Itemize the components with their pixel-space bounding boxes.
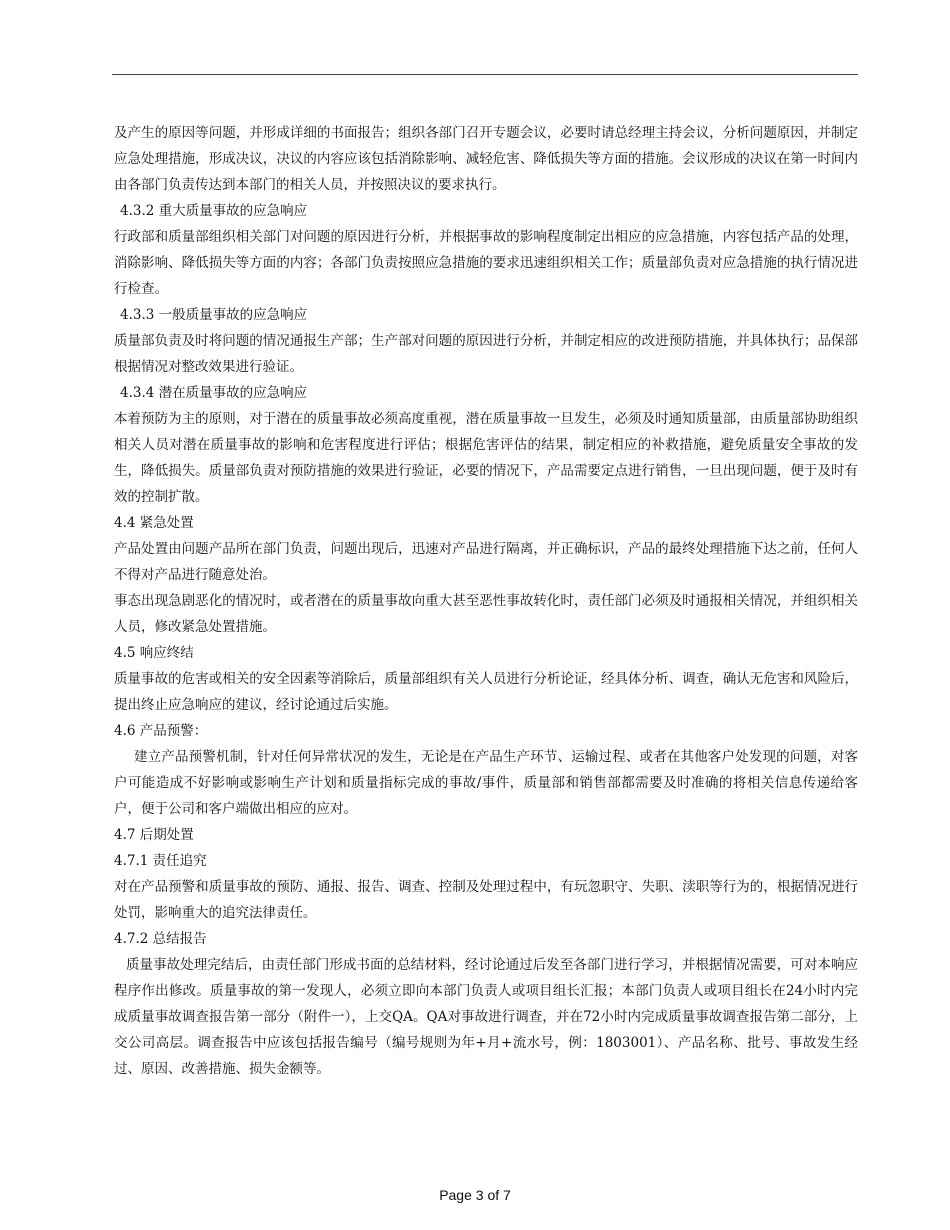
body-paragraph: 质量部负责及时将问题的情况通报生产部；生产部对问题的原因进行分析，并制定相应的改进预防措施，并具体执行；品保部根据情况对整改效果进行验证。 bbox=[114, 333, 858, 375]
header-rule bbox=[112, 74, 858, 75]
section-heading-4-5: 4.5 响应终结 bbox=[114, 645, 194, 661]
section-heading-4-7-1: 4.7.1 责任追究 bbox=[114, 853, 207, 869]
body-paragraph: 行政部和质量部组织相关部门对问题的原因进行分析，并根据事故的影响程度制定出相应的应急措施，内容包括产品的处理，消除影响、降低损失等方面的内容；各部门负责按照应急措施的要求迅速组织相关工作；质量部负责对应急措施的执行情况进行检查。 bbox=[114, 229, 858, 297]
page-number: Page 3 of 7 bbox=[439, 1187, 511, 1203]
section-heading-4-3-2: 4.3.2 重大质量事故的应急响应 bbox=[120, 203, 308, 219]
body-paragraph: 建立产品预警机制，针对任何异常状况的发生，无论是在产品生产环节、运输过程、或者在其他客户处发现的问题，对客户可能造成不好影响或影响生产计划和质量指标完成的事故/事件，质量部和销售部都需要及时准确的将相关信息传递给客户，便于公司和客户端做出相应的应对。 bbox=[114, 749, 858, 817]
body-paragraph: 产品处置由问题产品所在部门负责，问题出现后，迅速对产品进行隔离，并正确标识，产品的最终处理措施下达之前，任何人不得对产品进行随意处治。 bbox=[114, 541, 858, 583]
section-heading-4-4: 4.4 紧急处置 bbox=[114, 515, 194, 531]
section-heading-4-6: 4.6 产品预警： bbox=[114, 723, 208, 739]
body-paragraph: 及产生的原因等问题，并形成详细的书面报告；组织各部门召开专题会议，必要时请总经理主持会议，分析问题原因，并制定应急处理措施，形成决议，决议的内容应该包括消除影响、减轻危害、降低损失等方面的措施。会议形成的决议在第一时间内由各部门负责传达到本部门的相关人员，并按照决议的要求执行。 bbox=[114, 125, 858, 193]
body-paragraph: 质量事故的危害或相关的安全因素等消除后，质量部组织有关人员进行分析论证，经具体分析、调查，确认无危害和风险后，提出终止应急响应的建议，经讨论通过后实施。 bbox=[114, 671, 858, 713]
section-heading-4-7-2: 4.7.2 总结报告 bbox=[114, 931, 207, 947]
section-heading-4-7: 4.7 后期处置 bbox=[114, 827, 194, 843]
document-body bbox=[114, 120, 858, 1082]
section-heading-4-3-4: 4.3.4 潜在质量事故的应急响应 bbox=[120, 385, 308, 401]
body-paragraph: 事态出现急剧恶化的情况时，或者潜在的质量事故向重大甚至恶性事故转化时，责任部门必须及时通报相关情况，并组织相关人员，修改紧急处置措施。 bbox=[114, 593, 858, 635]
section-heading-4-3-3: 4.3.3 一般质量事故的应急响应 bbox=[120, 307, 308, 323]
body-paragraph: 质量事故处理完结后，由责任部门形成书面的总结材料，经讨论通过后发至各部门进行学习，并根据情况需要，可对本响应程序作出修改。质量事故的第一发现人，必须立即向本部门负责人或项目组长汇报；本部门负责人或项目组长在24小时内完成质量事故调查报告第一部分（附件一），上交QA。QA对事故进行调查，并在72小时内完成质量事故调查报告第二部分，上交公司高层。调查报告中应该包括报告编号（编号规则为年+月+流水号，例：1803001）、产品名称、批号、事故发生经过、原因、改善措施、损失金额等。 bbox=[114, 957, 858, 1077]
body-paragraph: 本着预防为主的原则，对于潜在的质量事故必须高度重视，潜在质量事故一旦发生，必须及时通知质量部，由质量部协助组织相关人员对潜在质量事故的影响和危害程度进行评估；根据危害评估的结果，制定相应的补救措施，避免质量安全事故的发生，降低损失。质量部负责对预防措施的效果进行验证，必要的情况下，产品需要定点进行销售，一旦出现问题，便于及时有效的控制扩散。 bbox=[114, 411, 858, 505]
body-paragraph: 对在产品预警和质量事故的预防、通报、报告、调查、控制及处理过程中，有玩忽职守、失职、渎职等行为的，根据情况进行处罚，影响重大的追究法律责任。 bbox=[114, 879, 858, 921]
